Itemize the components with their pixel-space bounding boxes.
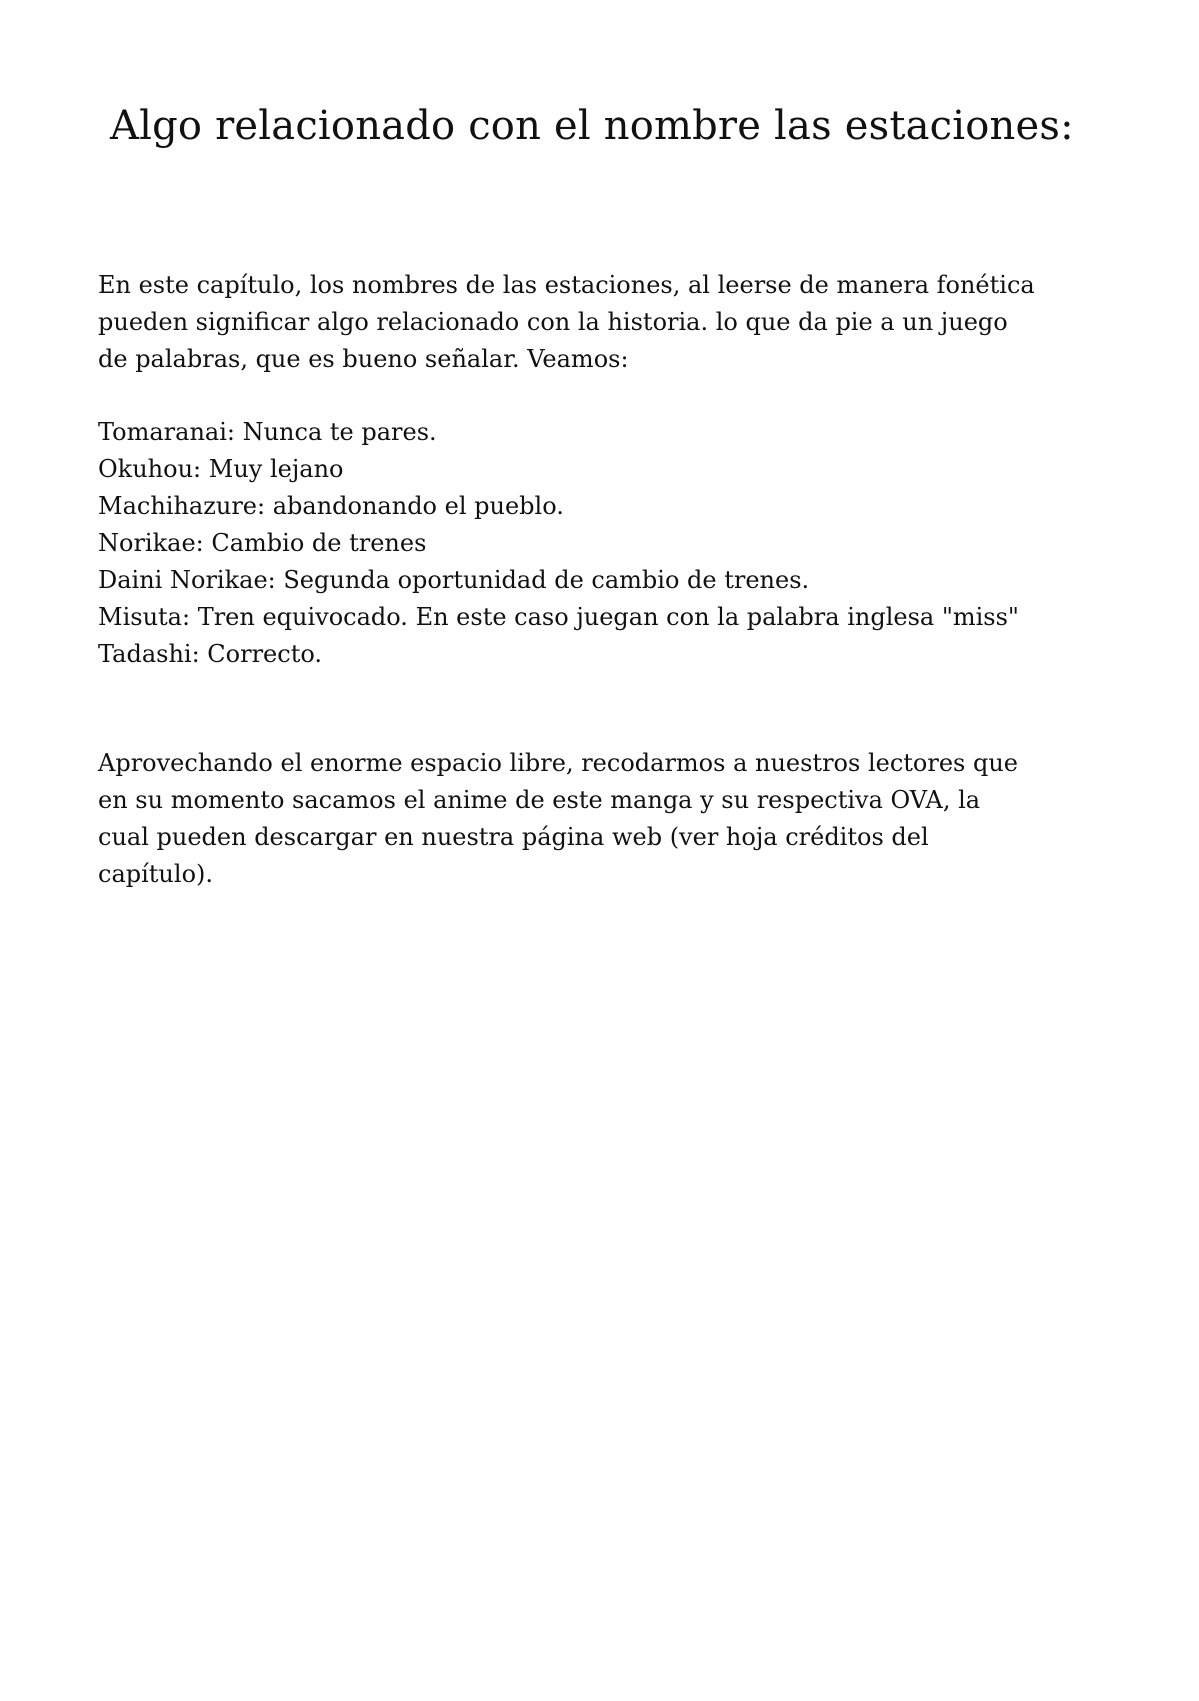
promo-line: en su momento sacamos el anime de este manga y su respectiva OVA, la — [98, 786, 981, 814]
station-item-machihazure: Machihazure: abandonando el pueblo. — [98, 492, 564, 520]
promo-line: cual pueden descargar en nuestra página web (ver hoja créditos del — [98, 823, 929, 851]
intro-paragraph — [98, 267, 1128, 378]
station-item-misuta: Misuta: Tren equivocado. En este caso juegan con la palabra inglesa "miss" — [98, 603, 1019, 631]
station-item-norikae: Norikae: Cambio de trenes — [98, 529, 427, 557]
promo-line: capítulo). — [98, 860, 214, 888]
station-item-tadashi: Tadashi: Correcto. — [98, 640, 322, 668]
promo-line: Aprovechando el enorme espacio libre, recodarmos a nuestros lectores que — [98, 749, 1019, 777]
station-item-okuhou: Okuhou: Muy lejano — [98, 455, 344, 483]
station-item-daini-norikae: Daini Norikae: Segunda oportunidad de cambio de trenes. — [98, 566, 810, 594]
page-title: Algo relacionado con el nombre las estaciones: — [110, 103, 1074, 149]
intro-line: de palabras, que es bueno señalar. Veamos: — [98, 345, 629, 373]
station-item-tomaranai: Tomaranai: Nunca te pares. — [98, 418, 437, 446]
intro-line: En este capítulo, los nombres de las estaciones, al leerse de manera fonética — [98, 271, 1035, 299]
station-list — [98, 414, 1128, 673]
intro-line: pueden significar algo relacionado con la historia. lo que da pie a un juego — [98, 308, 1008, 336]
promo-paragraph — [98, 745, 1128, 893]
